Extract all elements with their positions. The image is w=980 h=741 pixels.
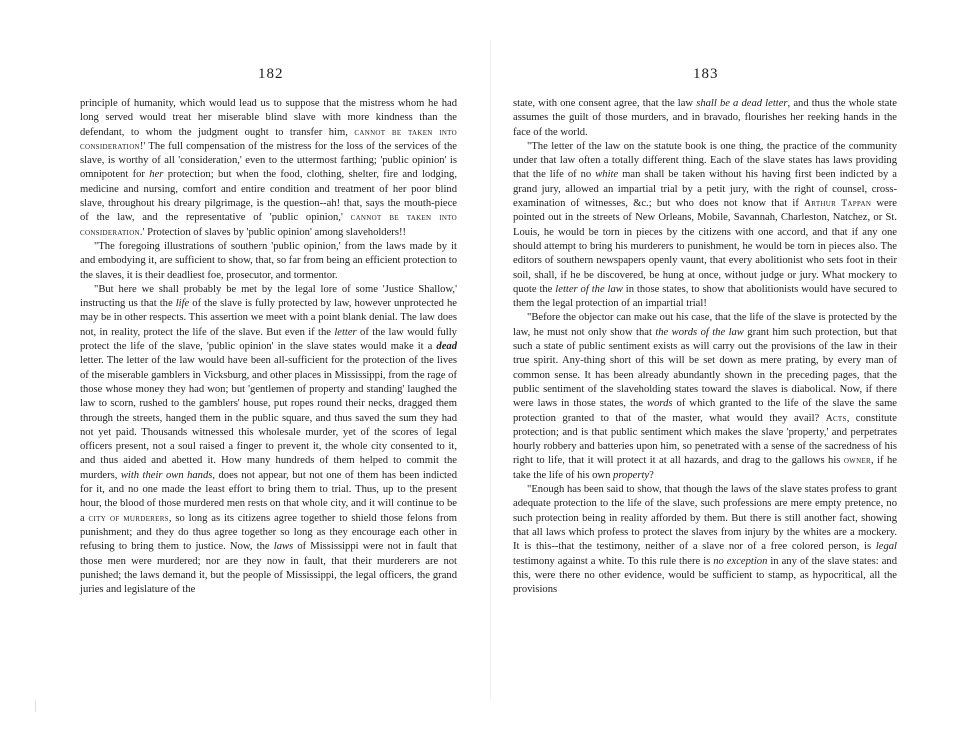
paragraph xyxy=(80,240,457,283)
text-run: life xyxy=(175,298,190,310)
text-run: laws xyxy=(273,541,294,553)
text-run: letter of the law xyxy=(555,283,623,295)
text-run: "Before the objector can make out his case, that the life of the slave is protected by the law, he must not only show that xyxy=(513,312,897,338)
paragraph xyxy=(513,140,897,312)
text-run: "Enough has been said to show, that though the laws of the slave states profess to grant adequate protection to the life of the slave, such professions are mere empty pretence, no such protection being in reality afforded by them. But there is still another fact, showing that all laws which profess to protect the slaves from injury by the whites are a mockery. It is this--that the testimony, neither of a slave nor of a free colored person, is xyxy=(513,484,897,553)
page-gutter xyxy=(490,40,491,700)
paragraph xyxy=(80,97,457,240)
paragraph xyxy=(80,283,457,598)
text-run: Acts xyxy=(825,412,847,424)
text-run: , so long as its citizens agree together to shield those felons from punishment; and they do thus agree together so long as they encourage each other in refusing to bring them to justice. Now, the xyxy=(80,512,458,553)
right-page-text xyxy=(513,97,897,597)
text-run: white xyxy=(595,169,619,181)
paragraph xyxy=(513,311,897,483)
margin-mark xyxy=(35,700,36,712)
text-run: Arthur Tappan xyxy=(804,198,872,210)
text-run: cannot be taken into consideration xyxy=(80,212,457,238)
text-run: ? xyxy=(649,469,654,481)
text-run: the words of the law xyxy=(655,326,744,338)
left-page-text xyxy=(80,97,457,597)
text-run: in any of the slave states: and this, were there no other evidence, would be sufficient to stamp, as hypocritical, all the provisions xyxy=(513,555,898,596)
text-run: with their own hands xyxy=(120,469,213,481)
text-run: of Mississippi were not in fault that those men were murdered; nor are they now in fault, that their murderers are not punished; the laws demand it, but the people of Mississippi, the legal officers, the grand juries and legislature of the xyxy=(80,541,457,596)
text-run: !' The full compensation of the mistress for the loss of the services of the slave, is worthy of all 'consideration,' even to the uttermost farthing; 'public opinion' is omnipotent for xyxy=(80,140,457,181)
text-run: were pointed out in the streets of New Orleans, Mobile, Savannah, Charleston, Natchez, or St. Louis, he would be torn in pieces by the citizens with one accord, and that if any one should attempt to bring his murderers to punishment, he would be torn in pieces also. The editors of southern newspapers openly vaunt, that every abolitionist who sets foot in their soil, shall, if he be discovered, be hung at once, without judge or jury. What mockery to quote the xyxy=(513,198,897,295)
text-run: letter. The letter of the law would have been all-sufficient for the protection of the lives of the miserable gamblers in Vicksburg, and other places in Mississippi, from the rage of those whose money they had won; but 'gentlemen of property and standing' laughed the law to scorn, rushed to the gamblers' house, put ropes round their necks, dragged them through the streets, hanged them in the public square, and thus saved the sum they had not yet paid. Thousands witnessed this wholesale murder, yet of the scores of legal officers present, not a soul raised a finger to prevent it, the whole city consented to it, and thus aided and abetted it. How many hundreds of them helped to commit the murders, xyxy=(80,355,457,481)
text-run: protection; but when the food, clothing, shelter, fire and lodging, medicine and nursing, comfort and entire condition and treatment of her poor blind slave, throughout his dreary pilgrimage, is the question--ah! that, says the mouth-piece of the law, and the representative of 'public opinion,' xyxy=(80,169,457,224)
text-run: testimony against a white. To this rule there is xyxy=(513,555,714,567)
text-run: legal xyxy=(875,541,897,553)
text-run: of which granted to the life of the slave the same protection granted to that of the master, what would they avail? xyxy=(513,398,898,424)
text-run: owner xyxy=(843,455,871,467)
text-run: no exception xyxy=(713,555,768,567)
text-run: property xyxy=(613,469,650,481)
text-run: of the law would fully protect the life of the slave, 'public opinion' in the slave states would make it a xyxy=(80,326,457,353)
text-run: her xyxy=(149,169,164,181)
paragraph xyxy=(513,483,897,597)
text-run: cannot be taken into consideration xyxy=(80,126,457,152)
text-run: .' Protection of slaves by 'public opinion' among slaveholders!! xyxy=(139,226,407,238)
paragraph xyxy=(513,97,897,140)
left-page-number: 182 xyxy=(258,66,284,82)
text-run: , does not appear, but not one of them has been indicted for it, and no one made the least effort to bring them to trial. Thus, up to the present hour, the blood of those murdered men rests on that whole city, and it will continue to be a xyxy=(80,469,457,524)
right-page-number: 183 xyxy=(693,66,719,82)
text-run: "The letter of the law on the statute book is one thing, the practice of the community under that law often a totally different thing. Each of the slave states has laws providing that the life of no xyxy=(513,140,897,181)
text-run: letter xyxy=(334,326,357,338)
text-run: of the slave is fully protected by law, however unprotected he may be in other respects. This assertion we meet with a point blank denial. The law does not, in reality, protect the life of the slave. But even if the xyxy=(80,298,458,338)
text-run: in those states, to show that abolitionists would have secured to them the legal protection of an impartial trial! xyxy=(513,283,898,310)
text-run: shall be a dead letter xyxy=(696,98,788,109)
text-run: city of murderers xyxy=(88,512,169,524)
text-run: , if he take the life of his own xyxy=(513,455,897,481)
text-run: "The foregoing illustrations of southern 'public opinion,' from the laws made by it and embodying it, are sufficient to show, that, so far from being an efficient protection to the slaves, it is their deadliest foe, prosecutor, and tormentor. xyxy=(80,240,457,281)
text-run: principle of humanity, which would lead us to suppose that the mistress whom he had long served would treat her miserable blind slave with more kindness than the defendant, to whom the judgment ought to transfer him, xyxy=(80,98,457,138)
text-run: dead xyxy=(436,341,457,353)
text-run: state, with one consent agree, that the law xyxy=(513,98,697,109)
text-run: man shall be taken without his having first been indicted by a grand jury, allowed an impartial trial by a petit jury, with the right of counsel, cross-examination of witnesses, &c.; but who does not know that if xyxy=(513,169,897,210)
text-run: words xyxy=(647,398,673,410)
text-run: , and thus the whole state assumes the guilt of those murders, and in bravado, flourishes her reeking hands in the face of the world. xyxy=(513,98,897,138)
text-run: "But here we shall probably be met by the legal lore of some 'Justice Shallow,' instructing us that the xyxy=(80,283,457,310)
text-run: grant him such protection, but that such a state of public sentiment exists as will carry out the provisions of the law in their true spirit. Any-thing short of this will be set down as mere prating, by every man of common sense. It has been already abundantly shown in the preceding pages, that the public sentiment of the slaveholding states toward the slaves is diabolical. Now, if there were laws in those states, the xyxy=(513,326,897,410)
text-run: , constitute protection; and is that public sentiment which makes the slave 'property,' and perpetrates hourly robbery and batteries upon him, so penetrated with a sense of the sacredness of his right to life, that it will protect it at all hazards, and drag to the gallows his xyxy=(513,412,897,467)
